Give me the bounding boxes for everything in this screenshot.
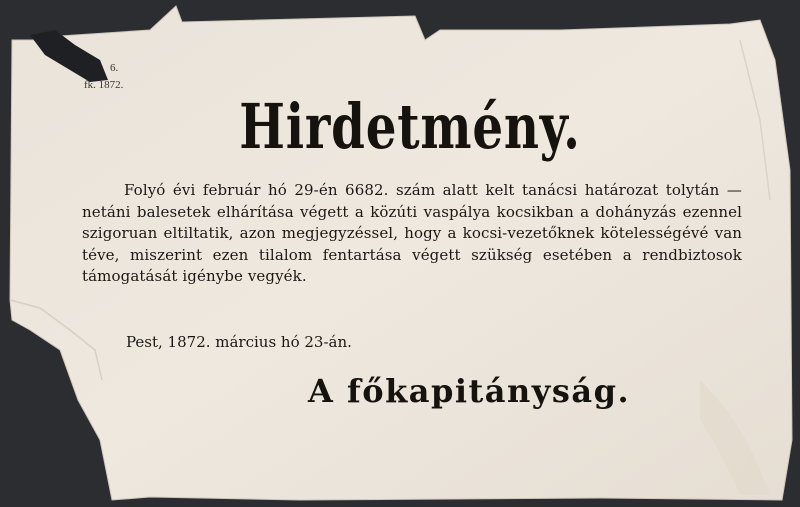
notice-title: Hirdetmény. [239, 90, 581, 163]
signature: A főkapitányság. [308, 372, 631, 410]
reference-number: 6. [110, 62, 119, 74]
reference-year: fk. 1872. [84, 79, 124, 91]
notice-body: Folyó évi február hó 29-én 6682. szám alatt kelt tanácsi határozat tolytán — netáni balesetek elhárítása végett a közúti vaspálya kocsikban a dohányzás ezennel szigoruan eltiltatik, azon megjegyzéssel, hogy a kocsi-vezetőknek kötelességévé van téve, miszerint ezen tilalom fentartása végett szükség esetében a rendbiztosok támogatását igénybe vegyék. [82, 181, 742, 286]
dateline: Pest, 1872. március hó 23-án. [126, 333, 352, 351]
